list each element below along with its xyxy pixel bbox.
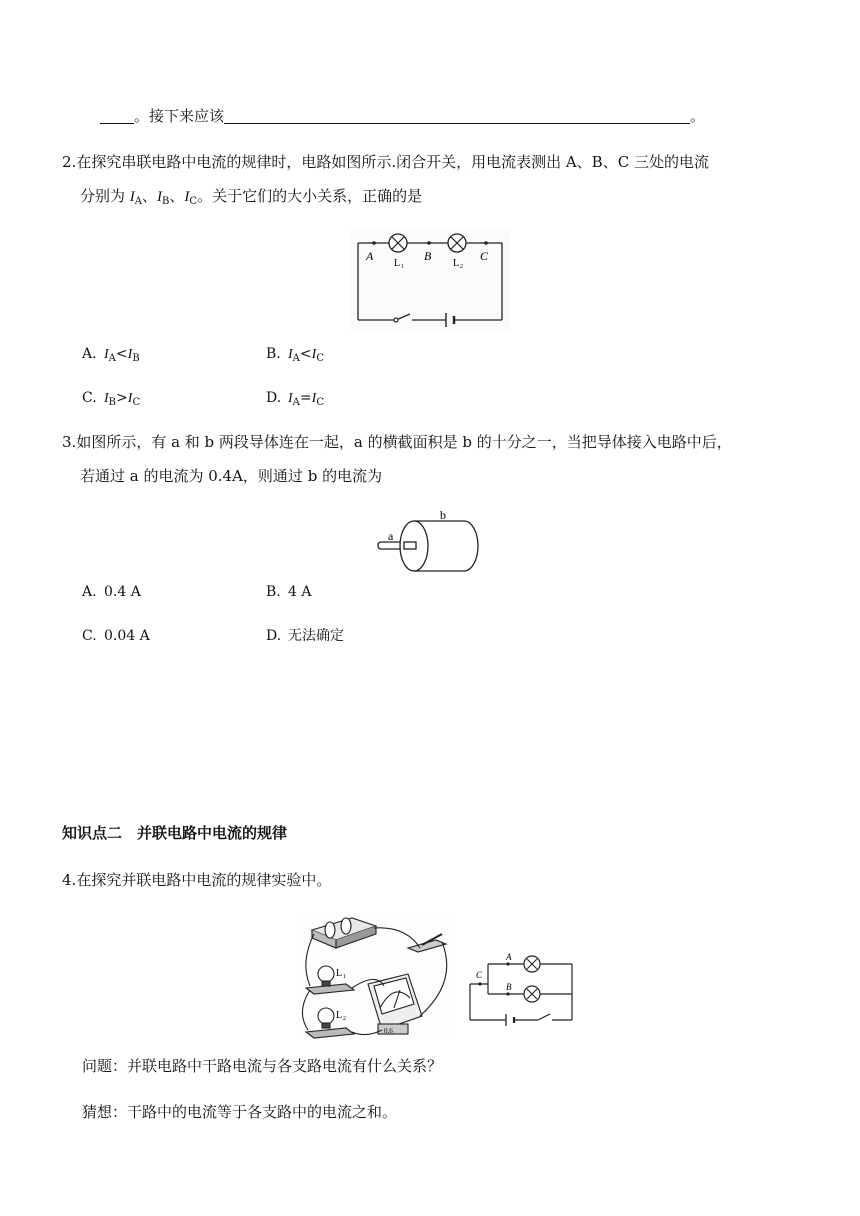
answer-blank-short[interactable]	[100, 109, 134, 124]
meter-label: 0.6	[384, 1027, 393, 1035]
option-text: 0.04 A	[104, 628, 150, 644]
q2-ia: I	[129, 189, 135, 205]
option-lhs-sub: A	[292, 353, 300, 364]
q2-number: 2.	[62, 153, 77, 171]
top-line-text: 。接下来应该	[134, 107, 225, 125]
q4-line1	[62, 870, 331, 890]
option-lhs-sub: A	[292, 397, 300, 408]
option-rhs: I	[127, 391, 133, 406]
parallel-circuit-figure	[468, 950, 578, 1026]
q4-number: 4.	[62, 871, 77, 889]
answer-blank-long[interactable]	[224, 109, 690, 124]
apparatus-figure	[296, 912, 456, 1040]
q2-ic-sub: C	[189, 196, 198, 207]
option-rhs: I	[311, 391, 317, 406]
fig-label-a: A	[366, 249, 374, 263]
q2-suffix: 。关于它们的大小关系，正确的是	[197, 187, 423, 205]
q2-option-d[interactable]	[266, 388, 324, 413]
option-letter: B.	[266, 346, 281, 362]
q2-ib: I	[157, 189, 163, 205]
top-fill-line	[100, 106, 705, 126]
q4-guess: 猜想：干路中的电流等于各支路中的电流之和。	[82, 1103, 398, 1121]
q3-option-a[interactable]	[82, 582, 141, 602]
q3-option-d[interactable]	[266, 626, 344, 646]
q4-question: 问题：并联电路中干路电流与各支路电流有什么关系？	[82, 1057, 443, 1075]
fig-label-l1-sub: 1	[401, 264, 404, 270]
option-letter: D.	[266, 390, 282, 406]
fig-label-l1: L	[336, 968, 343, 979]
q2-text-line1: 在探究串联电路中电流的规律时，电路如图所示.闭合开关，用电流表测出 A、B、C 三处的电流	[76, 153, 709, 171]
q3-line2	[80, 466, 382, 486]
option-letter: C.	[82, 390, 97, 406]
option-op: <	[299, 346, 312, 362]
option-letter: A.	[82, 584, 97, 600]
fig-label-l1: L	[394, 258, 401, 269]
fig-label-l1-sub: 1	[343, 974, 346, 980]
fig-label-l2: L	[453, 258, 460, 269]
q2-option-a[interactable]	[82, 344, 140, 369]
q4-text-line1: 在探究并联电路中电流的规律实验中。	[76, 871, 332, 889]
option-op: <	[115, 346, 128, 362]
option-text: 4 A	[288, 584, 312, 600]
q2-ia-sub: A	[134, 196, 143, 207]
fig-label-a: A	[506, 952, 512, 962]
option-text: 0.4 A	[104, 584, 141, 600]
option-rhs: I	[311, 347, 317, 362]
top-line-end: 。	[690, 107, 706, 125]
option-lhs: I	[288, 347, 293, 362]
fig-label-l2-sub: 2	[460, 264, 463, 270]
q3-text-line1: 如图所示，有 a 和 b 两段导体连在一起，a 的横截面积是 b 的十分之一，当把导体接入电路中后，	[76, 433, 732, 451]
fig-label-c: C	[480, 249, 489, 263]
option-rhs-sub: B	[132, 353, 140, 364]
option-rhs-sub: C	[316, 353, 324, 364]
section-heading: 知识点二 并联电路中电流的规律	[62, 824, 288, 842]
q3-line1	[62, 432, 732, 452]
q2-option-b[interactable]	[266, 344, 324, 369]
fig-label-a-small: a	[388, 529, 394, 543]
option-lhs-sub: B	[108, 397, 117, 408]
q2-sep2: 、	[169, 187, 185, 205]
q3-number: 3.	[62, 433, 77, 451]
fig-label-c: C	[476, 970, 483, 980]
option-op: =	[299, 390, 312, 406]
option-letter: B.	[266, 584, 281, 600]
option-text: 无法确定	[288, 628, 344, 644]
fig-label-b: B	[506, 982, 512, 992]
q2-line2	[80, 186, 422, 212]
option-letter: A.	[82, 346, 97, 362]
option-lhs: I	[104, 347, 109, 362]
option-rhs-sub: C	[316, 397, 324, 408]
q2-ib-sub: B	[162, 196, 170, 207]
q3-option-b[interactable]	[266, 582, 311, 602]
option-lhs-sub: A	[108, 353, 116, 364]
q2-option-c[interactable]	[82, 388, 140, 413]
option-rhs-sub: C	[132, 397, 141, 408]
fig-label-l2: L	[336, 1010, 343, 1021]
switch-icon	[394, 318, 398, 322]
q3-text-line2: 若通过 a 的电流为 0.4A，则通过 b 的电流为	[80, 467, 383, 485]
q2-ic: I	[184, 189, 190, 205]
option-rhs: I	[127, 347, 133, 362]
option-letter: C.	[82, 628, 97, 644]
q3-option-c[interactable]	[82, 626, 150, 646]
fig-label-b-small: b	[440, 508, 446, 522]
option-letter: D.	[266, 628, 282, 644]
q2-sep1: 、	[142, 187, 158, 205]
fig-label-l2-sub: 2	[343, 1016, 346, 1022]
option-lhs: I	[104, 391, 109, 406]
option-lhs: I	[288, 391, 293, 406]
series-circuit-figure	[350, 230, 510, 330]
q2-prefix: 分别为	[80, 187, 130, 205]
conductor-figure	[374, 508, 486, 576]
fig-label-b: B	[424, 249, 432, 263]
option-op: >	[116, 390, 128, 406]
q2-line1	[62, 152, 709, 172]
